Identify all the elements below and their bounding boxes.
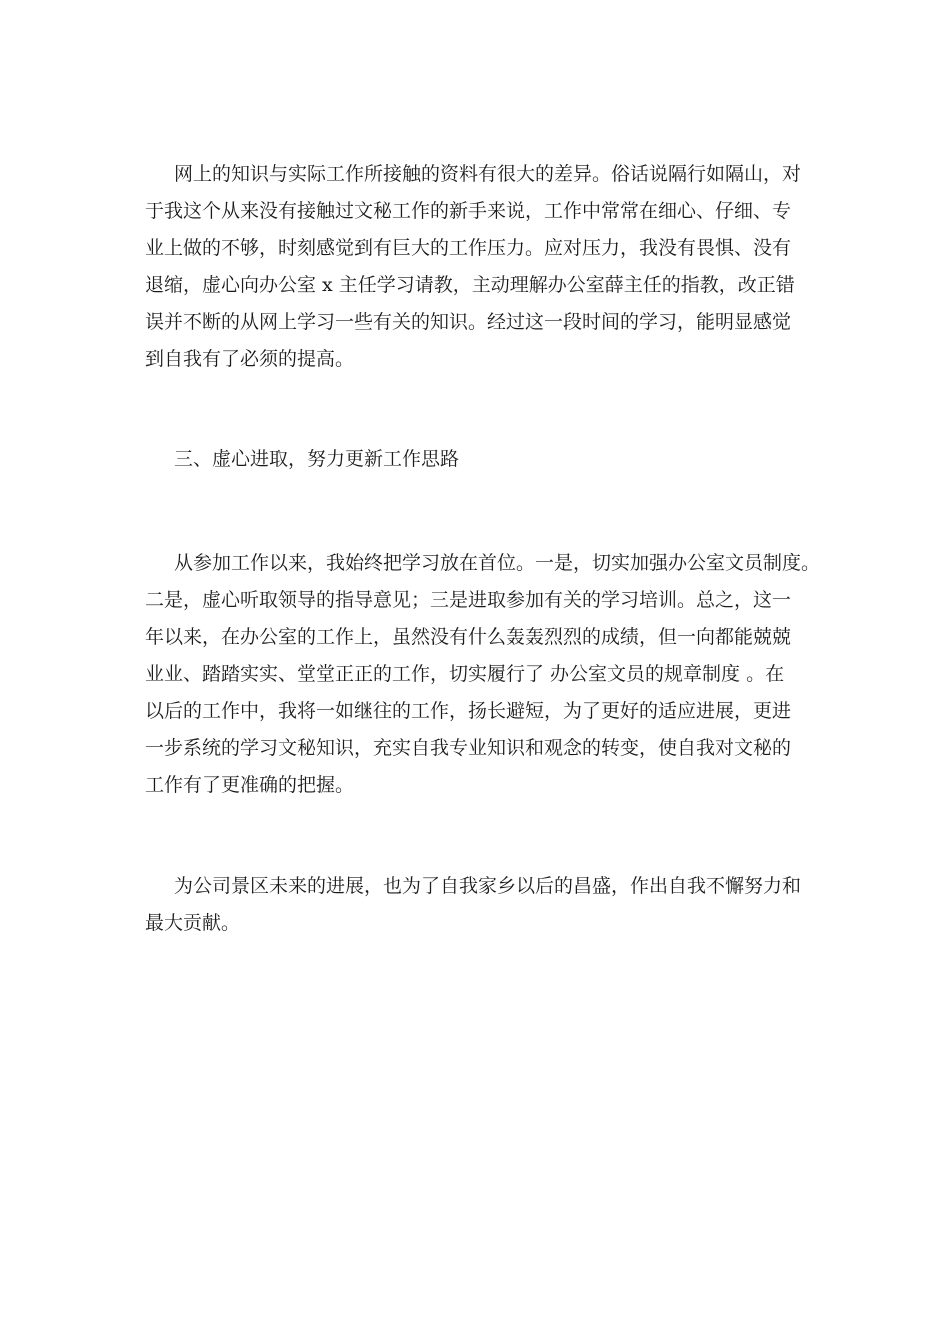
paragraph-line: 以后的工作中，我将一如继往的工作，扬长避短，为了更好的适应进展，更进 [145, 700, 792, 722]
paragraph-line: 二是，虚心听取领导的指导意见；三是进取参加有关的学习培训。总之，这一 [145, 589, 792, 611]
spacer [145, 478, 825, 545]
paragraph-line: 于我这个从来没有接触过文秘工作的新手来说，工作中常常在细心、仔细、专 [145, 200, 792, 222]
paragraph-line: 到自我有了必须的提高。 [145, 348, 355, 370]
paragraph-line: 最大贡献。 [145, 912, 241, 934]
section-heading-text: 三、虚心进取，努力更新工作思路 [174, 448, 460, 470]
paragraph-line: 退缩，虚心向办公室 x 主任学习请教，主动理解办公室薛主任的指教，改正错 [145, 274, 795, 296]
paragraph-line: 网上的知识与实际工作所接触的资料有很大的差异。俗话说隔行如隔山，对 [174, 163, 802, 185]
paragraph-line: 为公司景区未来的进展，也为了自我家乡以后的昌盛，作出自我不懈努力和 [174, 875, 802, 897]
spacer [145, 378, 825, 441]
paragraph-line: 年以来，在办公室的工作上，虽然没有什么轰轰烈烈的成绩，但一向都能兢兢 [145, 626, 792, 648]
paragraph-line: 业上做的不够，时刻感觉到有巨大的工作压力。应对压力，我没有畏惧、没有 [145, 237, 792, 259]
document-body [145, 156, 825, 942]
paragraph-line: 误并不断的从网上学习一些有关的知识。经过这一段时间的学习，能明显感觉 [145, 311, 792, 333]
paragraph-line: 从参加工作以来，我始终把学习放在首位。一是，切实加强办公室文员制度。 [174, 552, 821, 574]
paragraph-line: 一步系统的学习文秘知识，充实自我专业知识和观念的转变，使自我对文秘的 [145, 737, 792, 759]
paragraph-work-since-joining [145, 545, 825, 804]
section-heading-3 [145, 441, 825, 478]
paragraph-closing [145, 868, 825, 942]
paragraph-learning-pressure [145, 156, 825, 378]
paragraph-line: 工作有了更准确的把握。 [145, 774, 355, 796]
spacer [145, 804, 825, 868]
paragraph-line: 业业、踏踏实实、堂堂正正的工作，切实履行了 办公室文员的规章制度 。在 [145, 663, 785, 685]
